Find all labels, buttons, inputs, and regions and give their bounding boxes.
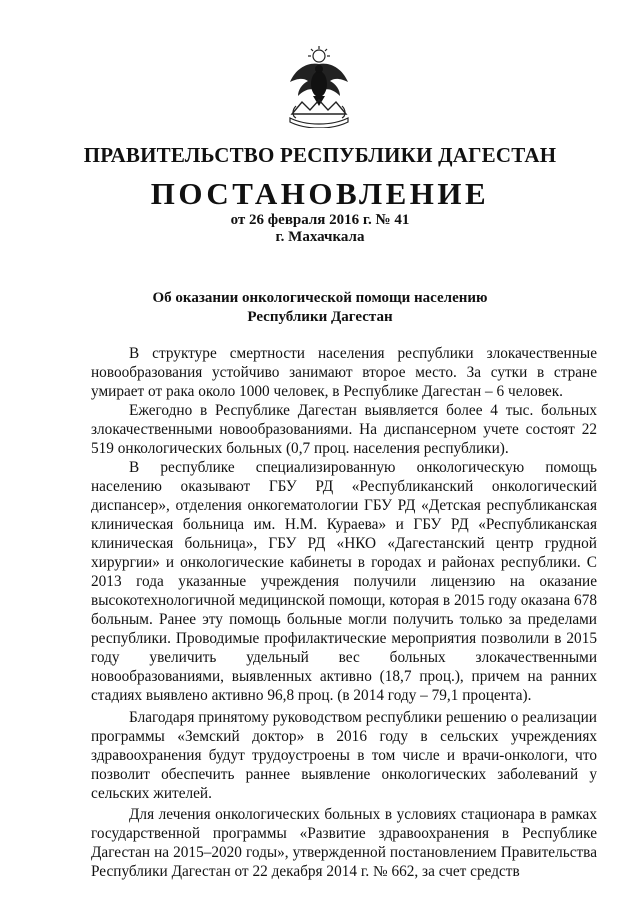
heading-line-1: Об оказании онкологической помощи населению xyxy=(152,290,488,306)
date-and-number: от 26 февраля 2016 г. № 41 xyxy=(230,212,410,228)
city-name: г. Махачкала xyxy=(275,229,365,245)
heading-line-2: Республики Дагестан xyxy=(247,309,393,325)
dagestan-coat-of-arms-icon xyxy=(286,44,352,128)
paragraph-1: В структуре смертности населения республики злокачественные новообразования устойчиво занимают второе место. За сутки в стране умирает от рака около 1000 человек, в Республике Дагестан – 6 человек. xyxy=(91,345,597,400)
document-type-title: ПОСТАНОВЛЕНИЕ xyxy=(150,176,490,211)
document-body xyxy=(91,344,597,881)
document-heading xyxy=(0,289,640,327)
paragraph-2: Ежегодно в Республике Дагестан выявляется более 4 тыс. больных злокачественными новообразованиями. На диспансерном учете состоят 22 519 онкологических больных (0,7 проц. населения республики). xyxy=(91,402,597,457)
paragraph-3: В республике специализированную онкологическую помощь населению оказывают ГБУ РД «Республиканский онкологический диспансер», отделения онкогематологии ГБУ РД «Детская республиканская клиническая больница им. Н.М. Кураева» и ГБУ РД «Республиканская клиническая больница», ГБУ РД «НКО «Дагестанский центр грудной хирургии» и онкологические кабинеты в городах и районах республики. С 2013 года указанные учреждения получили лицензию на оказание высокотехнологичной медицинской помощи, которая в 2015 году оказана 678 больным. Ранее эту помощь больные могли получить только за пределами республики. Проводимые профилактические мероприятия позволили в 2015 году увеличить удельный вес больных злокачественными новообразованиями, выявленных активно (18,7 проц.), причем на ранних стадиях выявлено активно 96,8 проц. (в 2014 году – 79,1 процента). xyxy=(91,459,597,704)
government-name: ПРАВИТЕЛЬСТВО РЕСПУБЛИКИ ДАГЕСТАН xyxy=(83,143,557,167)
paragraph-5: Для лечения онкологических больных в условиях стационара в рамках государственной программы «Развитие здравоохранения в Республике Дагестан на 2015–2020 годы», утвержденной постановлением Правительства Республики Дагестан от 22 декабря 2014 г. № 662, за счет средств xyxy=(91,806,597,880)
paragraph-4: Благодаря принятому руководством республики решению о реализации программы «Земский доктор» в 2016 году в сельских учреждениях здравоохранения будут трудоустроены в том числе и врачи-онкологи, что позволит обеспечить раннее выявление онкологических заболеваний у сельских жителей. xyxy=(91,709,597,802)
